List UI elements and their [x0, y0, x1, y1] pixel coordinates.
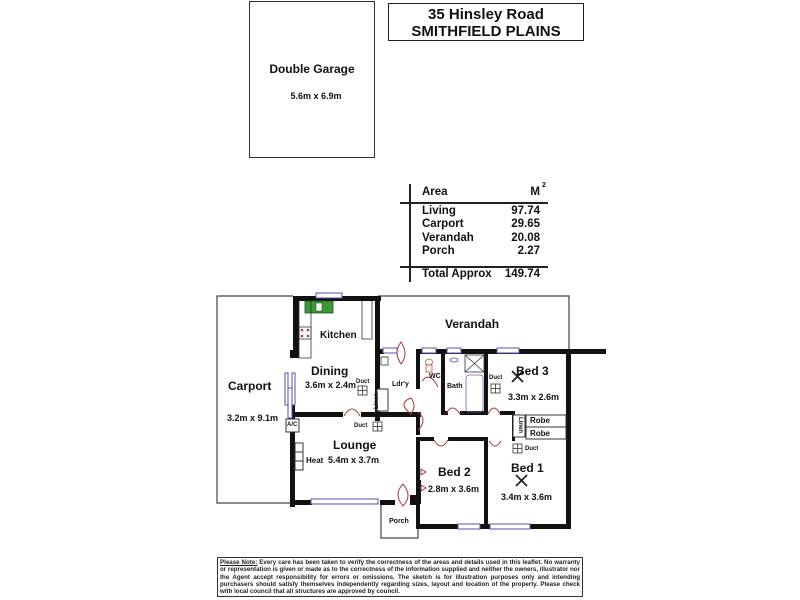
lounge-label: Lounge — [333, 438, 377, 452]
duct-label-dining: Duct — [356, 379, 370, 385]
header-unit: M — [530, 186, 540, 198]
carport-outline — [217, 296, 293, 503]
robe-label-1: Robe — [530, 416, 550, 425]
cooktop-icon — [299, 327, 311, 339]
bed1-label: Bed 1 — [511, 461, 544, 475]
row-value: 2.27 — [517, 245, 540, 257]
duct-label-lounge: Duct — [354, 423, 368, 429]
robe-label-2: Robe — [530, 429, 550, 438]
bath-window — [447, 348, 461, 353]
row-value: 29.65 — [511, 218, 540, 230]
lounge-dimensions: 5.4m x 3.7m — [328, 455, 380, 465]
porch-label: Porch — [389, 518, 409, 525]
duct-label-bed3: Duct — [489, 375, 503, 381]
bath-door-icon — [446, 408, 460, 414]
note-text: Every care has been taken to verify the correctness of the areas and details used in this leaflet. No warranty or representation is given or made as to the correctness of the information supplied and neither the owners, illustrator nor the Agent accept responsibility for errors or omissions. The sketch is for illustration purposes only and intending purchasers should satisfy themselves independently regarding sizes, layout and location of the property. Please check with local council that all structures are approved by council. — [220, 559, 581, 596]
total-label: Total Approx — [422, 268, 492, 280]
bed1-dimensions: 3.4m x 3.6m — [501, 492, 553, 502]
header-unit-superscript: 2 — [542, 182, 546, 189]
address-suburb: SMITHFIELD PLAINS — [411, 23, 561, 40]
bed2-label: Bed 2 — [438, 465, 471, 479]
bed3-label: Bed 3 — [516, 364, 549, 378]
laundry-window — [383, 348, 397, 353]
garage-label: Double Garage — [269, 62, 355, 76]
kitchen-window — [316, 293, 342, 298]
garage-dimensions: 5.6m x 6.9m — [290, 91, 342, 101]
row-label: Living — [422, 205, 456, 217]
total-value: 149.74 — [504, 268, 540, 280]
bath-label: Bath — [447, 383, 463, 390]
bathtub-icon — [466, 375, 483, 412]
wc-window — [422, 348, 436, 353]
disclaimer-note — [217, 557, 583, 597]
hall-door-icon — [404, 398, 414, 414]
bed2-door-icon — [434, 440, 448, 446]
basin-icon — [450, 358, 458, 362]
laundry-label: Ldr'y — [392, 381, 409, 388]
heat-label: Heat — [306, 456, 324, 465]
lounge-window — [311, 499, 378, 504]
bed2-window — [458, 524, 480, 529]
linen-label-laundry: Linen — [374, 393, 380, 409]
bed3-door-icon — [488, 408, 500, 414]
toilet-icon — [426, 359, 433, 365]
bed2-dimensions: 2.8m x 3.6m — [428, 484, 480, 494]
row-label: Carport — [422, 218, 464, 230]
note-heading: Please Note: — [220, 559, 258, 566]
carport-dimensions: 3.2m x 9.1m — [227, 413, 279, 423]
verandah-label: Verandah — [445, 317, 500, 331]
row-label: Verandah — [422, 232, 474, 244]
dining-label: Dining — [311, 364, 349, 378]
wc-label: WC — [429, 373, 441, 380]
ac-label: A/C — [287, 422, 298, 428]
bed1-door-icon — [489, 441, 501, 446]
trough-icon — [381, 357, 388, 365]
laundry-door-icon — [397, 342, 405, 364]
front-door-icon — [398, 484, 408, 506]
bed3-window — [497, 348, 519, 353]
address-street: 35 Hinsley Road — [428, 6, 544, 23]
row-value: 97.74 — [511, 205, 540, 217]
bed3-dimensions: 3.3m x 2.6m — [508, 392, 560, 402]
kitchen-label: Kitchen — [320, 330, 357, 341]
bed1-window — [490, 524, 530, 529]
pantry — [362, 301, 372, 339]
row-label: Porch — [422, 245, 455, 257]
duct-label-bed1: Duct — [525, 446, 539, 452]
header-area-label: Area — [422, 186, 448, 198]
lounge-right-block — [417, 480, 421, 504]
heater-icon — [295, 443, 303, 452]
row-value: 20.08 — [511, 232, 540, 244]
dining-dimensions: 3.6m x 2.4m — [305, 380, 357, 390]
linen-label-hall: Linen — [517, 417, 523, 433]
carport-label: Carport — [228, 379, 272, 393]
dining-door-icon — [344, 409, 360, 416]
